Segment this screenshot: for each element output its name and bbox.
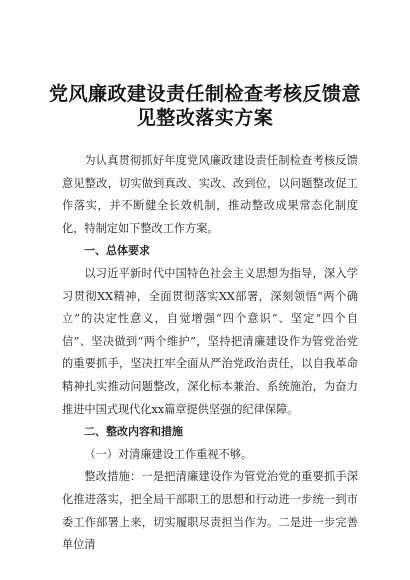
section-2-heading: 二、整改内容和措施 [84, 425, 183, 439]
intro-paragraph: 为认真贯彻抓好年度党风廉政建设责任制检查考核反馈意见整改，切实做到真改、实改、改到位，以问题整改促工作落实，并不断健全长效机制，推动整改成果常态化制度化，特制定如下整改工作方案。 [62, 154, 358, 235]
section-1-paragraph: 以习近平新时代中国特色社会主义思想为指导，深入学习贯彻XX精神，全面贯彻落实XX部署，深刻领悟“两个确立”的决定性意义，自觉增强“四个意识”、坚定“四个自信”、坚决做到“两个维护”，坚持把清廉建设作为管党治党的重要抓手，坚决扛牢全面从严治党政治责任，以自我革命精神扎实推动问题整改，深化标本兼治、系统施治，为奋力推进中国式现代化xx篇章提供坚强的纪律保障。 [62, 266, 358, 416]
document-body [62, 150, 358, 557]
document-title: 党风廉政建设责任制检查考核反馈意见整改落实方案 [48, 83, 361, 129]
item-1-paragraph: 整改措施：一是把清廉建设作为管党治党的重要抓手深化推进落实，把全局干部职工的思想和行动进一步统一到市委工作部署上来，切实履职尽责担当作为。二是进一步完善单位清 [62, 470, 358, 552]
section-1-heading: 一、总体要求 [84, 244, 150, 258]
item-1-heading: （一）对清廉建设工作重视不够。 [84, 447, 253, 461]
